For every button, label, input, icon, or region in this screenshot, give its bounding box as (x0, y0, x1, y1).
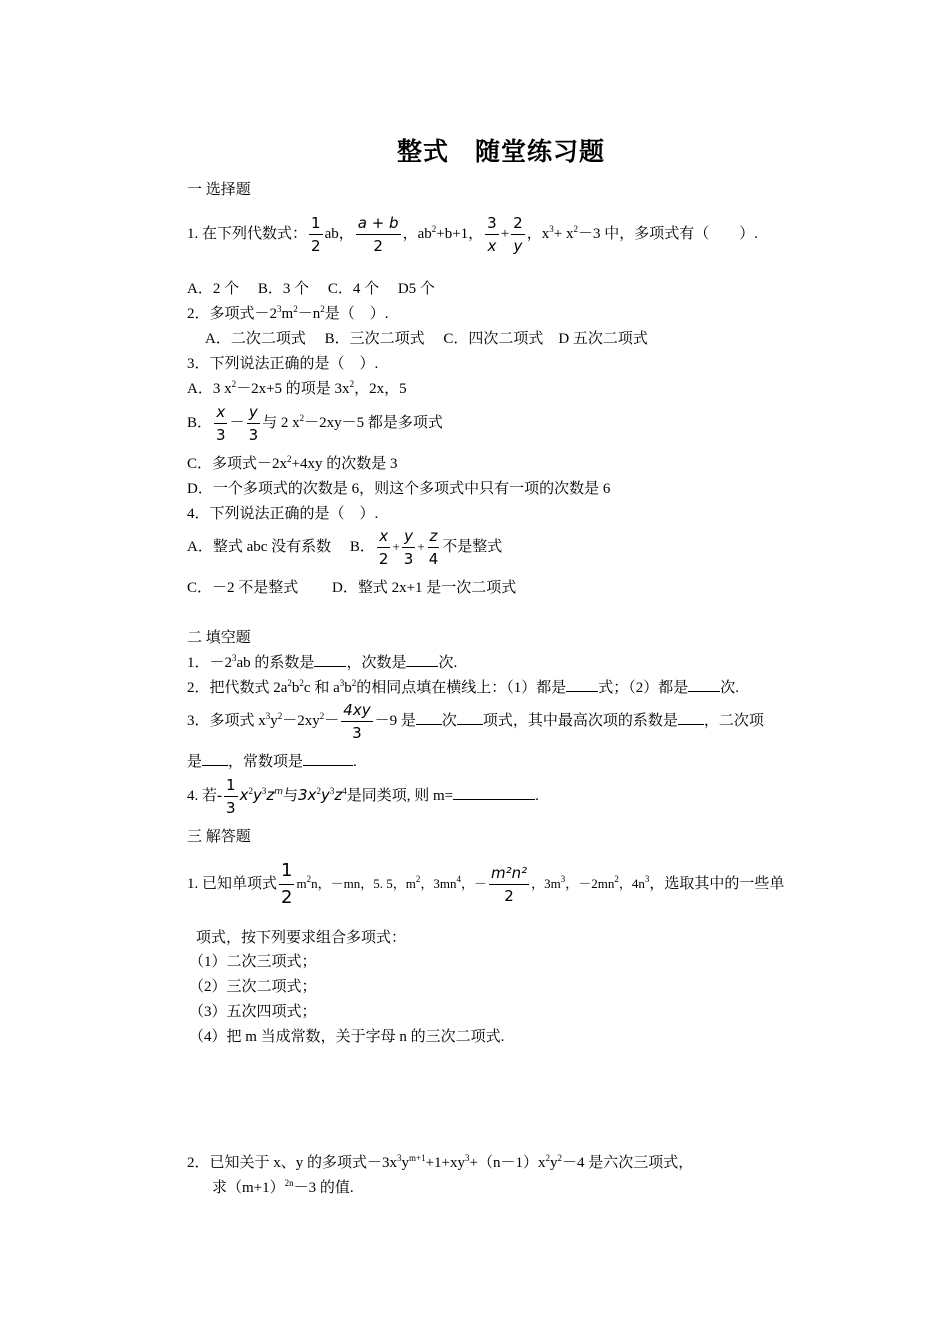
text: 1．－2 (187, 655, 233, 671)
exponent: 4 (342, 785, 347, 796)
fraction (427, 525, 441, 570)
fraction (489, 862, 529, 907)
text: ，常数项是 (228, 754, 304, 770)
exponent: 2 (431, 223, 437, 234)
denominator: 2 (373, 237, 383, 255)
exponent: 2 (306, 873, 312, 884)
fraction (247, 401, 261, 446)
fraction (402, 525, 416, 570)
numerator: x (377, 525, 390, 548)
question-3-1-part3: （3）五次四项式； (189, 1004, 317, 1020)
text: ab， (324, 225, 354, 242)
denominator: 2 (311, 237, 321, 255)
text: 与 2 x (262, 414, 300, 431)
text: z (334, 785, 343, 804)
text: －4 是六次三项式， (561, 1155, 694, 1171)
text: + (392, 538, 400, 554)
denominator: y (513, 237, 523, 255)
question-1-3-stem: 3．下列说法正确的是（ ）. (187, 356, 379, 372)
text: －2xy－5 都是多项式 (304, 414, 443, 431)
text: n，－mn，5. 5，m (311, 875, 416, 891)
text: +b+1， (436, 225, 484, 242)
question-1-1 (187, 212, 758, 257)
exponent: m (274, 786, 283, 797)
text: m (281, 306, 294, 322)
numerator: 1 (224, 774, 238, 797)
text: ，4n (618, 875, 645, 891)
exponent: 3 (329, 785, 335, 796)
text: ，3m (531, 875, 561, 891)
question-2-2 (187, 676, 739, 697)
question-2-4 (187, 774, 539, 819)
text: 3．多项式 x (187, 712, 266, 729)
fraction (214, 401, 228, 446)
numerator: m²n² (489, 862, 529, 885)
numerator: 1 (279, 858, 294, 885)
numerator: 1 (309, 212, 323, 235)
question-1-3-a (187, 377, 407, 398)
text: ，－ (460, 875, 487, 891)
fraction (309, 212, 323, 257)
text: ，二次项 (703, 712, 764, 729)
numerator: y (402, 525, 415, 548)
text: 的相同点填在横线上：（1）都是 (356, 680, 567, 696)
exponent: 4 (456, 873, 461, 884)
text: －3 的值. (293, 1180, 354, 1196)
denominator: 2 (504, 887, 514, 905)
denominator: 3 (352, 724, 362, 742)
question-3-1-part1: （1）二次三项式； (189, 954, 317, 970)
exponent: 3 (397, 1153, 402, 1163)
exponent: m+1 (409, 1153, 426, 1163)
exponent: 2 (316, 785, 321, 796)
exponent: 3 (339, 678, 345, 688)
fraction (485, 212, 499, 257)
text: ，x (526, 225, 550, 242)
exponent: 2 (349, 379, 355, 389)
exponent: 3 (644, 873, 650, 884)
text: c 和 a (303, 680, 340, 696)
text: －3 中，多项式有（ ）. (577, 225, 758, 242)
exponent: 3 (265, 710, 271, 721)
denominator: x (487, 237, 497, 255)
text: y (252, 785, 262, 804)
question-3-1-part4: （4）把 m 当成常数，关于字母 n 的三次二项式. (189, 1029, 505, 1045)
exponent: 2 (231, 379, 237, 389)
text: b (344, 680, 352, 696)
text: y (270, 712, 278, 729)
fraction (279, 858, 294, 911)
numerator: 4xy (341, 699, 372, 722)
text: 不是整式 (442, 538, 503, 555)
exponent: 2 (320, 304, 325, 314)
text: +（n－1）x (469, 1155, 546, 1171)
text: A．整式 abc 没有系数 B． (187, 538, 375, 555)
text: y (401, 1155, 410, 1171)
text: － (229, 414, 245, 431)
fraction (356, 212, 401, 257)
answer-blank[interactable] (678, 710, 704, 725)
text: 次. (720, 680, 740, 696)
text: －2xy (282, 712, 320, 729)
text: . (353, 754, 357, 770)
denominator: 3 (216, 426, 226, 444)
exponent: 2 (319, 710, 325, 721)
text: b (291, 680, 300, 696)
exponent: 2 (287, 454, 292, 464)
numerator: 2 (511, 212, 525, 235)
question-1-3-c (187, 452, 397, 473)
numerator: x (214, 401, 227, 424)
exponent: 2 (277, 710, 283, 721)
text: C．多项式－2x (187, 456, 288, 472)
denominator: 4 (428, 550, 439, 568)
text: 求（m+1） (212, 1180, 285, 1196)
text: 是 (187, 754, 203, 770)
exponent: 2 (287, 678, 292, 688)
text: +4xy 的次数是 3 (291, 456, 398, 472)
exponent: 3 (232, 653, 237, 663)
answer-blank[interactable] (453, 785, 535, 800)
numerator: a + b (356, 212, 401, 235)
exponent: 3 (277, 304, 282, 314)
question-2-1 (187, 651, 457, 672)
text: +1+xy (425, 1155, 466, 1171)
text: 1. 在下列代数式： (187, 225, 308, 242)
answer-blank[interactable] (566, 677, 598, 692)
text: 次 (441, 712, 457, 729)
question-3-1-part2: （2）三次二项式； (189, 979, 317, 995)
text: ，2x，5 (354, 381, 407, 397)
text: + (500, 225, 510, 242)
text: z (266, 785, 275, 804)
question-2-3-line2 (187, 750, 357, 771)
question-1-1-choices: A．2 个 B．3 个 C．4 个 D5 个 (187, 281, 435, 297)
fraction (341, 699, 372, 744)
answer-blank[interactable] (416, 710, 442, 725)
denominator: 2 (378, 550, 389, 568)
text: －n (297, 306, 321, 322)
exponent: 2 (293, 304, 298, 314)
answer-blank[interactable] (202, 751, 228, 766)
text: ，ab (402, 225, 432, 242)
question-3-1 (187, 858, 784, 911)
text: m (296, 875, 307, 891)
text: ，－2mn (565, 875, 615, 891)
text: 3x (298, 785, 317, 804)
text: － (324, 712, 340, 729)
denominator: 3 (248, 426, 259, 444)
fraction (224, 774, 238, 819)
numerator: y (247, 401, 260, 424)
question-3-1-line2: 项式，按下列要求组合多项式： (196, 930, 407, 946)
question-2-3 (187, 699, 764, 744)
text: ab 的系数是 (236, 655, 315, 671)
text: + (417, 538, 425, 554)
answer-blank[interactable] (303, 751, 353, 766)
exponent: 2 (557, 1153, 562, 1163)
answer-blank[interactable] (406, 652, 438, 667)
text: ，3mn (420, 875, 457, 891)
text: 项式，其中最高次项的系数是 (482, 712, 678, 729)
fraction (377, 525, 391, 570)
fraction (511, 212, 525, 257)
question-1-3-d: D．一个多项式的次数是 6，则这个多项式中只有一项的次数是 6 (187, 481, 611, 497)
exponent: 2 (614, 873, 619, 884)
exponent: 2 (351, 678, 357, 688)
text: ，选取其中的一些单 (649, 875, 785, 892)
denominator: 2 (281, 887, 293, 908)
text: 2．已知关于 x、y 的多项式－3x (187, 1155, 398, 1171)
text: y (320, 785, 330, 804)
answer-blank[interactable] (314, 652, 346, 667)
exponent: 3 (549, 223, 554, 234)
exponent: 2 (415, 873, 421, 884)
denominator: 3 (403, 550, 414, 568)
text: 2．把代数式 2a (187, 680, 288, 696)
text: 1. 已知单项式 (187, 875, 278, 892)
exponent: 2 (545, 1153, 550, 1163)
exponent: 2 (573, 223, 578, 234)
exponent: 3 (261, 785, 267, 796)
text: + x (553, 225, 574, 242)
text: 式；（2）都是 (598, 680, 689, 696)
text: . (535, 787, 539, 804)
numerator: 3 (485, 212, 499, 235)
text: B． (187, 414, 213, 431)
text: y (549, 1155, 558, 1171)
question-1-2-choices: A．二次二项式 B．三次二项式 C．四次二项式 D 五次二项式 (205, 331, 648, 347)
text: 是（ ）. (324, 306, 389, 322)
exponent: 2 (299, 412, 305, 423)
text: 2．多项式－2 (187, 306, 278, 322)
question-3-2 (187, 1151, 693, 1172)
exponent: 2 (248, 785, 253, 796)
text: - (217, 787, 223, 804)
section-heading-answer: 三 解答题 (187, 829, 251, 845)
question-1-4-stem: 4．下列说法正确的是（ ）. (187, 506, 379, 522)
answer-blank[interactable] (457, 710, 483, 725)
exponent: 3 (465, 1153, 470, 1163)
question-1-3-b (187, 401, 443, 446)
text: x (239, 785, 249, 804)
section-heading-fill: 二 填空题 (187, 630, 251, 646)
text: ，次数是 (346, 655, 407, 671)
exponent: 3 (560, 873, 566, 884)
text: 是同类项, 则 m= (346, 787, 454, 804)
numerator: z (428, 525, 440, 548)
question-3-2-line2 (212, 1176, 354, 1197)
text: 与 (283, 787, 299, 804)
text: A．3 x (187, 381, 232, 397)
text: －2x+5 的项是 3x (236, 381, 350, 397)
text: －9 是 (374, 712, 416, 729)
exponent: 2n (284, 1178, 294, 1188)
denominator: 3 (226, 799, 236, 817)
text: 次. (438, 655, 458, 671)
question-1-2 (187, 302, 388, 323)
page-title: 整式 随堂练习题 (397, 139, 606, 166)
answer-blank[interactable] (688, 677, 720, 692)
text: 4. 若 (187, 787, 218, 804)
exponent: 2 (299, 678, 304, 688)
question-1-4-ab (187, 525, 502, 570)
question-1-4-cd: C．－2 不是整式 D．整式 2x+1 是一次二项式 (187, 580, 517, 596)
section-heading-choice: 一 选择题 (187, 182, 251, 198)
